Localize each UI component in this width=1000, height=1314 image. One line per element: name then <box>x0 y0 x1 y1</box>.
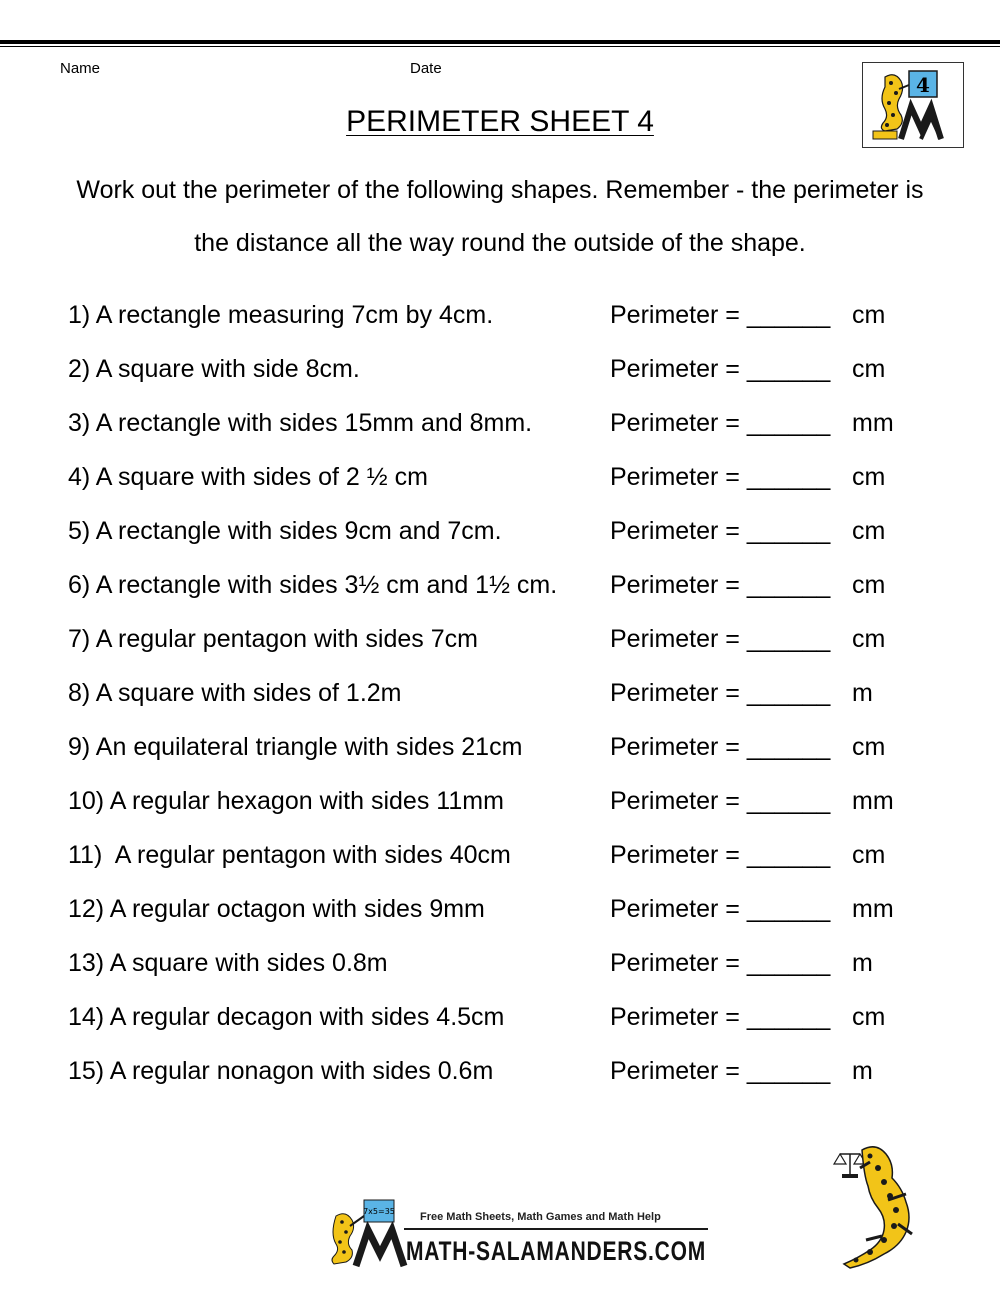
header-rule-thin <box>0 46 1000 47</box>
question-row <box>68 1044 968 1098</box>
question-unit: cm <box>852 571 886 599</box>
date-label: Date <box>410 60 442 77</box>
question-text: 14) A regular decagon with sides 4.5cm <box>68 1003 505 1031</box>
question-row <box>68 396 968 450</box>
page-title-text: PERIMETER SHEET 4 <box>346 105 654 138</box>
question-row <box>68 558 968 612</box>
question-unit: cm <box>852 733 886 761</box>
perimeter-answer-blank[interactable]: Perimeter = ______ <box>610 733 831 761</box>
perimeter-answer-blank[interactable]: Perimeter = ______ <box>610 517 831 545</box>
question-text: 1) A rectangle measuring 7cm by 4cm. <box>68 301 494 329</box>
question-unit: cm <box>852 841 886 869</box>
question-unit: mm <box>852 787 894 815</box>
grade-badge-number: 4 <box>916 73 930 97</box>
perimeter-answer-blank[interactable]: Perimeter = ______ <box>610 625 831 653</box>
question-row <box>68 774 968 828</box>
question-unit: cm <box>852 517 886 545</box>
question-text: 7) A regular pentagon with sides 7cm <box>68 625 478 653</box>
question-row <box>68 720 968 774</box>
question-text: 4) A square with sides of 2 ½ cm <box>68 463 428 491</box>
question-text: 13) A square with sides 0.8m <box>68 949 388 977</box>
perimeter-answer-blank[interactable]: Perimeter = ______ <box>610 1057 831 1085</box>
question-text: 6) A rectangle with sides 3½ cm and 1½ cm. <box>68 571 558 599</box>
question-unit: m <box>852 679 873 707</box>
mini-badge-text: 7x5=35 <box>363 1207 395 1216</box>
question-row <box>68 666 968 720</box>
perimeter-answer-blank[interactable]: Perimeter = ______ <box>610 301 831 329</box>
question-text: 10) A regular hexagon with sides 11mm <box>68 787 504 815</box>
question-unit: mm <box>852 895 894 923</box>
question-row <box>68 612 968 666</box>
question-unit: cm <box>852 463 886 491</box>
question-unit: m <box>852 949 873 977</box>
math-salamanders-logo-icon <box>326 1196 716 1270</box>
question-unit: cm <box>852 625 886 653</box>
footer-tagline: Free Math Sheets, Math Games and Math Help <box>420 1211 661 1223</box>
perimeter-answer-blank[interactable]: Perimeter = ______ <box>610 1003 831 1031</box>
question-unit: m <box>852 1057 873 1085</box>
perimeter-answer-blank[interactable]: Perimeter = ______ <box>610 895 831 923</box>
question-row <box>68 342 968 396</box>
perimeter-answer-blank[interactable]: Perimeter = ______ <box>610 841 831 869</box>
question-list <box>68 288 968 1098</box>
perimeter-answer-blank[interactable]: Perimeter = ______ <box>610 463 831 491</box>
question-row <box>68 504 968 558</box>
footer-brand: MATH-SALAMANDERS.COM <box>406 1236 706 1266</box>
question-unit: cm <box>852 1003 886 1031</box>
question-text: 12) A regular octagon with sides 9mm <box>68 895 485 923</box>
name-label: Name <box>60 60 101 77</box>
header-rule <box>0 40 1000 44</box>
perimeter-answer-blank[interactable]: Perimeter = ______ <box>610 355 831 383</box>
question-row <box>68 450 968 504</box>
question-row <box>68 288 968 342</box>
instructions: Work out the perimeter of the following shapes. Remember - the perimeter is the distance all the way round the outside of the shape. <box>76 176 924 257</box>
question-row <box>68 828 968 882</box>
question-row <box>68 882 968 936</box>
perimeter-answer-blank[interactable]: Perimeter = ______ <box>610 787 831 815</box>
question-unit: cm <box>852 301 886 329</box>
question-text: 9) An equilateral triangle with sides 21cm <box>68 733 523 761</box>
question-row <box>68 936 968 990</box>
perimeter-answer-blank[interactable]: Perimeter = ______ <box>610 949 831 977</box>
footer-logo[interactable] <box>326 1196 716 1270</box>
question-row <box>68 990 968 1044</box>
page-title <box>0 105 1000 139</box>
perimeter-answer-blank[interactable]: Perimeter = ______ <box>610 409 831 437</box>
question-text: 11) A regular pentagon with sides 40cm <box>68 841 511 869</box>
question-text: 8) A square with sides of 1.2m <box>68 679 402 707</box>
question-unit: cm <box>852 355 886 383</box>
salamander-mascot <box>826 1140 936 1274</box>
perimeter-answer-blank[interactable]: Perimeter = ______ <box>610 571 831 599</box>
question-text: 15) A regular nonagon with sides 0.6m <box>68 1057 494 1085</box>
question-unit: mm <box>852 409 894 437</box>
salamander-scales-icon <box>826 1140 936 1274</box>
question-text: 2) A square with side 8cm. <box>68 355 360 383</box>
question-text: 3) A rectangle with sides 15mm and 8mm. <box>68 409 533 437</box>
question-text: 5) A rectangle with sides 9cm and 7cm. <box>68 517 502 545</box>
perimeter-answer-blank[interactable]: Perimeter = ______ <box>610 679 831 707</box>
